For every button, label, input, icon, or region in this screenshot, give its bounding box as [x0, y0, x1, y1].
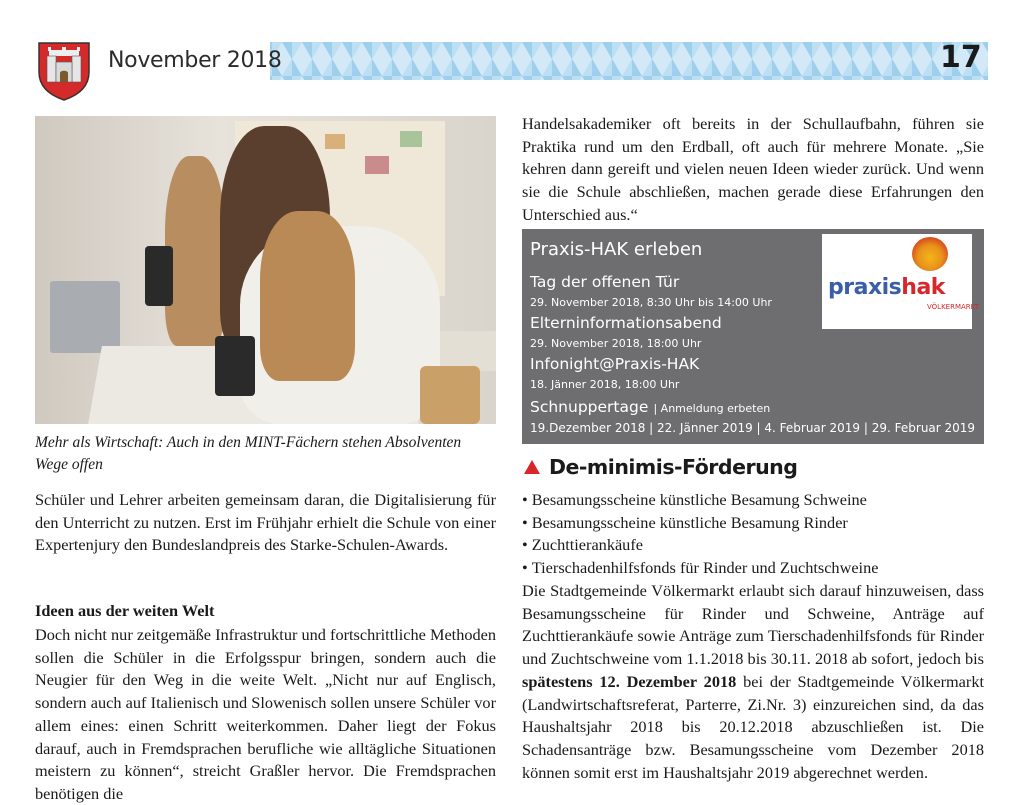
- ad-event-row: [530, 397, 770, 416]
- text-run: Die Stadtgemeinde Völkermarkt erlaubt sich darauf hinzuweisen, dass Besamungsscheine für Rinder und Schweine, Anträge auf Zuchttierankäufe sowie Anträge zum Tierschadenhilfsfonds für Rinder und Zuchtschweine vom 1.1.2018 bis 30.11. 2018 ab sofort, jedoch bis: [522, 581, 984, 669]
- photo-pinned-card: [325, 134, 345, 149]
- list-item: • Tierschadenhilfsfonds für Rinder und Zuchtschweine: [522, 557, 984, 580]
- ad-event-date: 29. November 2018, 18:00 Uhr: [530, 337, 702, 350]
- article-paragraph: Doch nicht nur zeitgemäße Infrastruktur und fortschrittliche Methoden sollen die Schüler in die Erfolgsspur bringen, sondern auch die Neugier für den Weg in die weite Welt. „Nicht nur auf Englisch, sondern auch auf Italienisch und Slowenisch sollen unsere Schüler vor allem eines: einen Schritt weiterkommen. Daher liegt der Fokus darauf, auch in Fremdsprachen berufliche wie alltägliche Situationen meistern zu können“, streicht Graßler hervor. Die Fremdsprachen benötigen die: [35, 625, 496, 803]
- list-item: • Besamungsscheine künstliche Besamung Schweine: [522, 489, 984, 512]
- deminimis-paragraph: [522, 580, 984, 784]
- photo-microscope: [145, 246, 173, 306]
- ad-event-title: Infonight@Praxis-HAK: [530, 355, 700, 373]
- ad-event-date: 18. Jänner 2018, 18:00 Uhr: [530, 378, 680, 391]
- ad-event-dates: 19.Dezember 2018 | 22. Jänner 2019 | 4. Februar 2019 | 29. Februar 2019: [530, 421, 976, 435]
- header-date: November 2018: [108, 48, 282, 73]
- text-run: bei der Stadtgemeinde Völkermarkt (Landwirtschaftsreferat, Parterre, Zi.Nr. 3) einzureichen sind, da das Haushaltsjahr 2018 bis 20.12.2018 abzuschließen ist. Die Schadensanträge bzw. Besamungsscheine vom Dezember 2018 können somit erst im Haushaltsjahr 2019 abgerechnet werden.: [522, 671, 984, 782]
- page-number: 17: [940, 40, 982, 75]
- coat-of-arms-icon: [36, 40, 92, 102]
- logo-subtitle: VÖLKERMARKT: [927, 303, 979, 311]
- photo-student-hair: [260, 211, 355, 381]
- list-item: • Besamungsscheine künstliche Besamung Rinder: [522, 512, 984, 535]
- logo-praxis: praxis: [828, 275, 902, 300]
- article-paragraph: Handelsakademiker oft bereits in der Schullaufbahn, führen sie Praktika rund um den Erdball, oft auch für mehrere Monate. „Sie kehren dann gereift und vielen neuen Ideen wieder zurück. Und wenn sie die Schule abschließen, machen gerade diese Erfahrungen den Unterschied aus.“: [522, 114, 984, 224]
- red-triangle-icon: [524, 460, 540, 474]
- photo-chair: [420, 366, 480, 424]
- ad-title: Praxis-HAK erleben: [530, 239, 703, 260]
- praxis-hak-ad: [522, 229, 984, 444]
- list-item: • Zuchttierankäufe: [522, 534, 984, 557]
- ad-event-date: 29. November 2018, 8:30 Uhr bis 14:00 Uhr: [530, 296, 772, 309]
- logo-hak: hak: [901, 275, 945, 300]
- section-title: De-minimis-Förderung: [549, 455, 798, 479]
- deminimis-list: [522, 489, 984, 580]
- ad-event-title: Elterninformationsabend: [530, 314, 722, 332]
- photo-caption: Mehr als Wirtschaft: Auch in den MINT-Fächern stehen Absolventen Wege offen: [35, 434, 462, 473]
- deadline-bold: spätestens 12. Dezember 2018: [522, 671, 737, 691]
- article-paragraph: Schüler und Lehrer arbeiten gemeinsam daran, die Digitalisierung für den Unterricht zu nutzen. Erst im Frühjahr erhielt die Schule von einer Expertenjury den Bundeslandpreis des Starke-Schulen-Awards.: [35, 490, 496, 555]
- praxis-hak-flame-icon: [912, 237, 948, 271]
- photo-pinned-card: [365, 156, 389, 174]
- photo-lab-device: [50, 281, 120, 353]
- article-photo: [35, 116, 496, 424]
- photo-microscope: [215, 336, 255, 396]
- section-heading: [524, 455, 797, 479]
- article-subheading: Ideen aus der weiten Welt: [35, 601, 215, 620]
- ad-event-title: Tag der offenen Tür: [530, 273, 680, 291]
- photo-pinned-card: [400, 131, 422, 147]
- ad-event-note: | Anmeldung erbeten: [653, 402, 771, 415]
- ad-event-title: Schnuppertage: [530, 398, 649, 416]
- praxis-hak-logo: [828, 275, 945, 300]
- photo-student-back: [165, 156, 225, 346]
